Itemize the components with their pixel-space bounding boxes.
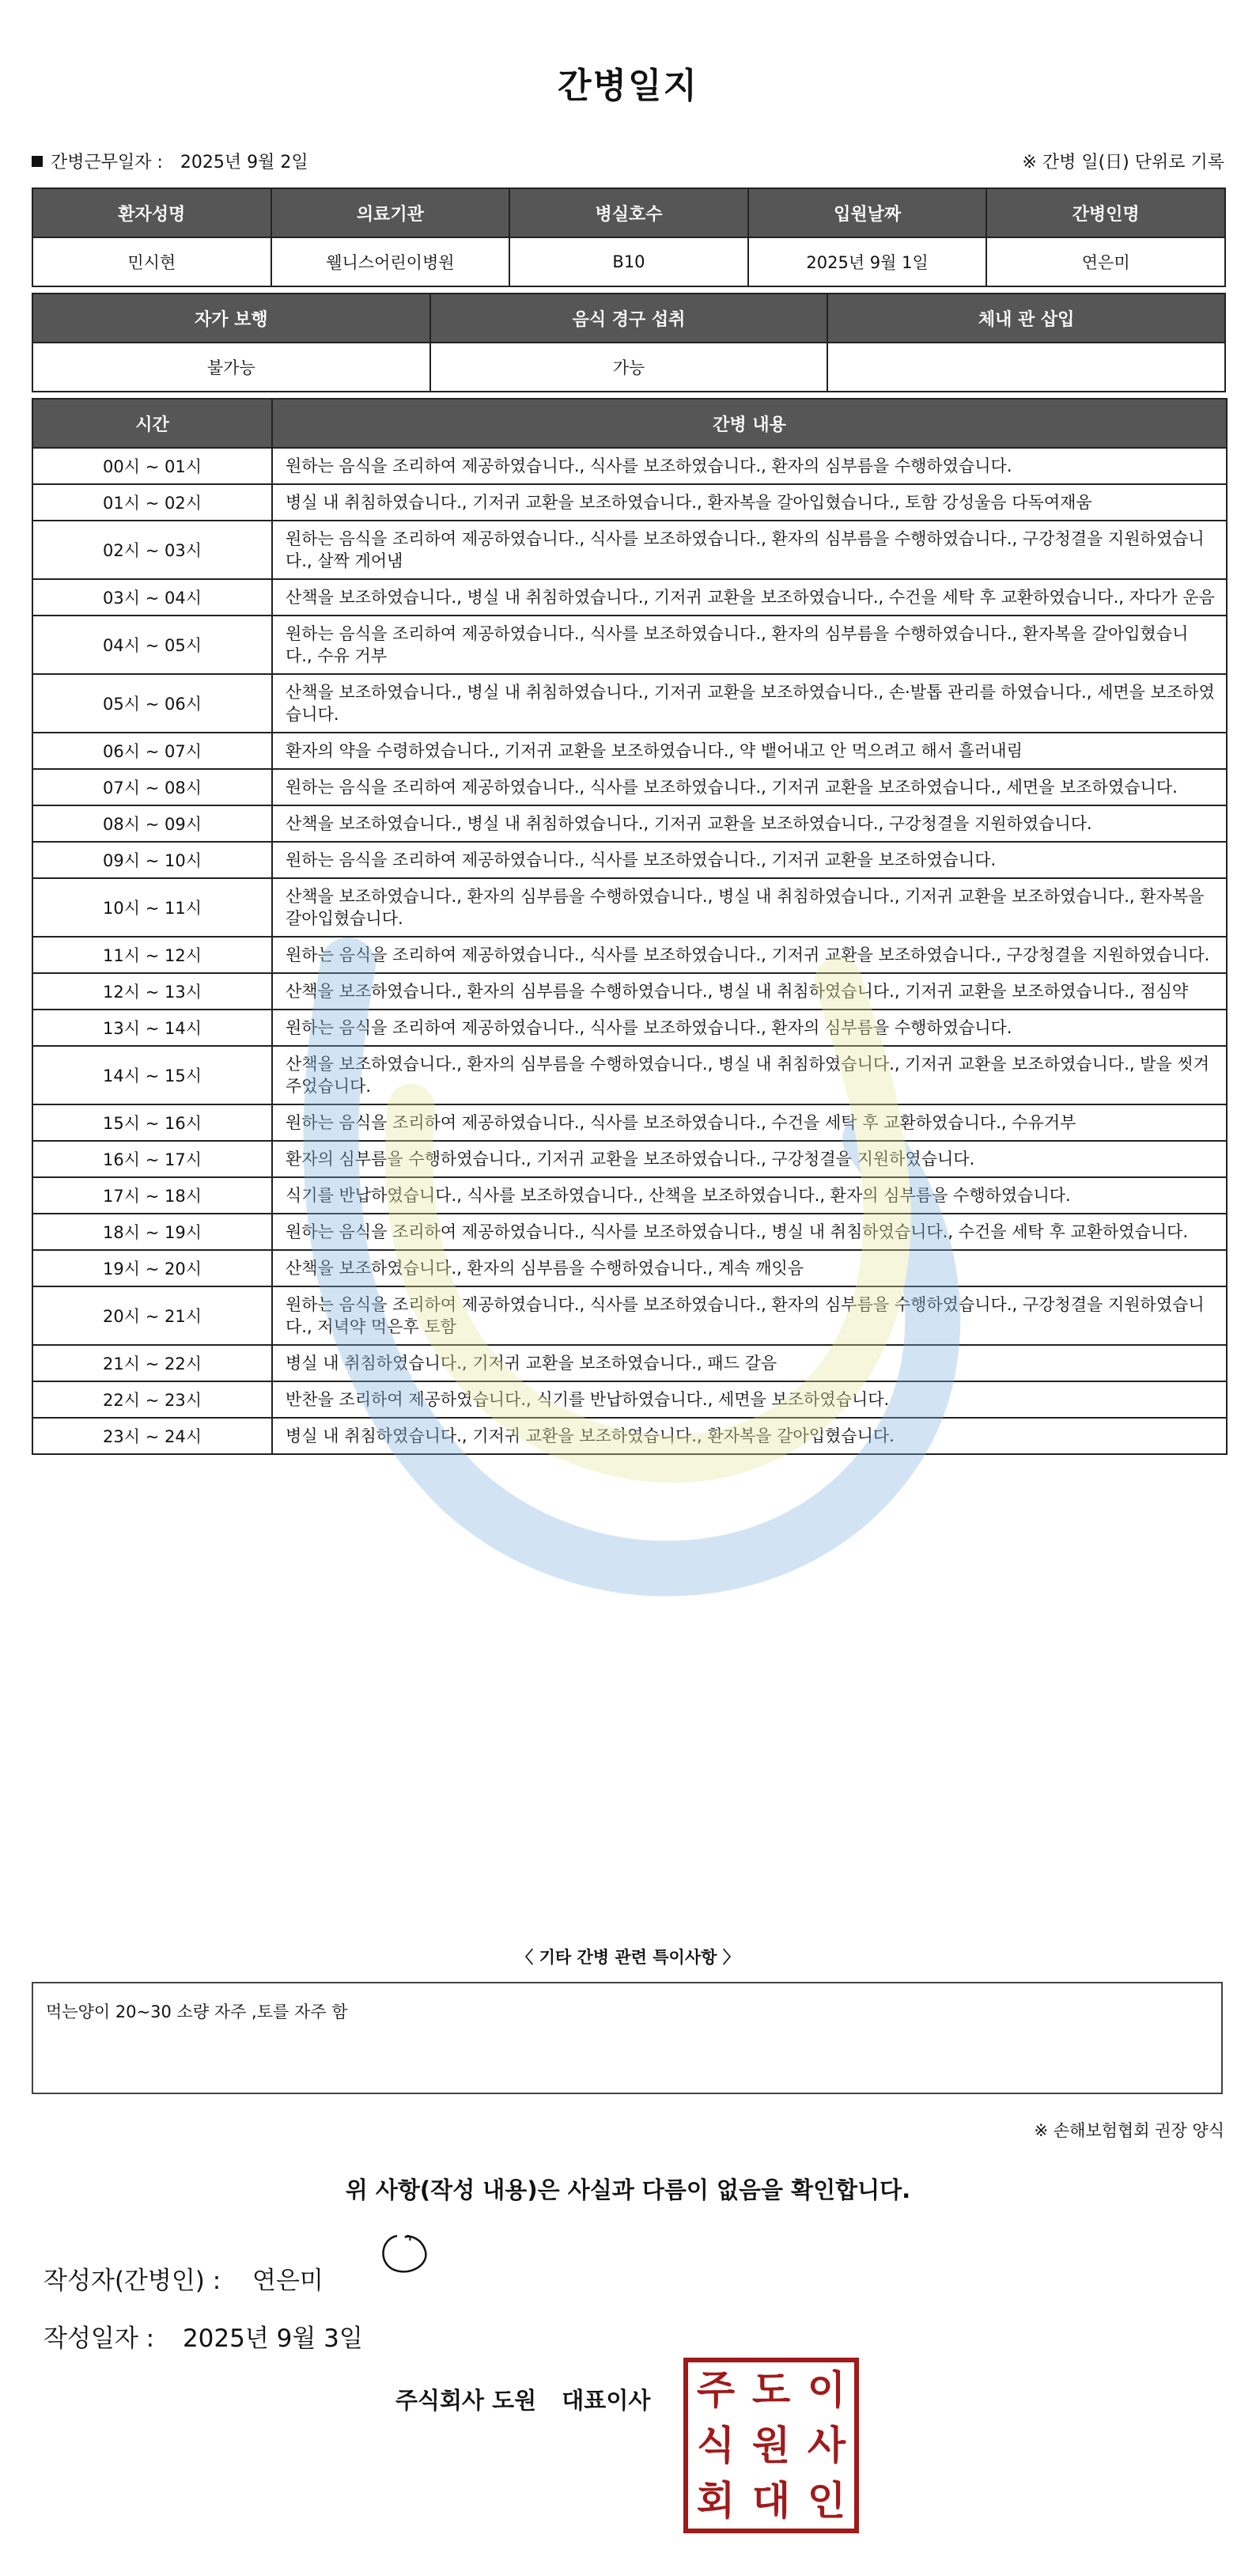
log-row <box>32 448 1227 484</box>
log-content: 환자의 약을 수령하였습니다., 기저귀 교환을 보조하였습니다., 약 뱉어내고 안 먹으려고 해서 흘러내림 <box>272 733 1227 769</box>
seal-char: 도 <box>751 2366 791 2413</box>
log-row <box>32 1345 1227 1381</box>
log-row <box>32 1141 1227 1177</box>
log-row <box>32 878 1227 937</box>
log-row <box>32 674 1227 733</box>
log-content: 산책을 보조하였습니다., 환자의 심부름을 수행하였습니다., 병실 내 취침하였습니다., 기저귀 교환을 보조하였습니다., 발을 씻겨주었습니다. <box>272 1046 1227 1104</box>
patient-name: 민시현 <box>32 237 271 286</box>
log-time: 12시 ~ 13시 <box>32 973 272 1010</box>
oral-intake-status: 가능 <box>430 343 828 392</box>
header-hospital: 의료기관 <box>271 188 510 237</box>
seal-char: 식 <box>696 2422 736 2468</box>
log-time: 14시 ~ 15시 <box>32 1046 272 1104</box>
log-content: 반찬을 조리하여 제공하였습니다., 식기를 반납하였습니다., 세면을 보조하였습니다. <box>272 1381 1227 1418</box>
log-row <box>32 769 1227 805</box>
unit-note: ※ 간병 일(日) 단위로 기록 <box>1022 153 1224 172</box>
log-time: 18시 ~ 19시 <box>32 1214 272 1250</box>
log-content: 원하는 음식을 조리하여 제공하였습니다., 식사를 보조하였습니다., 병실 내 취침하였습니다., 수건을 세탁 후 교환하였습니다. <box>272 1214 1227 1250</box>
header-care-content: 간병 내용 <box>272 399 1227 448</box>
log-time: 09시 ~ 10시 <box>32 842 272 878</box>
seal-char: 인 <box>807 2477 846 2524</box>
log-row <box>32 579 1227 616</box>
log-row <box>32 1214 1227 1250</box>
written-date-label: 작성일자 : <box>44 2324 155 2353</box>
log-content: 산책을 보조하였습니다., 병실 내 취침하였습니다., 기저귀 교환을 보조하였습니다., 구강청결을 지원하였습니다. <box>272 805 1227 842</box>
seal-char: 이 <box>807 2366 846 2413</box>
log-row <box>32 1418 1227 1454</box>
header-tube: 체내 관 삽입 <box>827 294 1225 343</box>
writer-name: 연은미 <box>252 2267 323 2295</box>
log-content: 산책을 보조하였습니다., 환자의 심부름을 수행하였습니다., 병실 내 취침하였습니다., 기저귀 교환을 보조하였습니다., 환자복을 갈아입혔습니다. <box>272 878 1227 937</box>
company-representative: 대표이사 <box>562 2387 651 2414</box>
company-line <box>395 2383 650 2415</box>
log-content: 식기를 반납하였습니다., 식사를 보조하였습니다., 산책을 보조하였습니다., 환자의 심부름을 수행하였습니다. <box>272 1177 1227 1214</box>
company-name: 주식회사 도원 <box>395 2387 537 2414</box>
log-time: 20시 ~ 21시 <box>32 1286 272 1345</box>
log-time: 03시 ~ 04시 <box>32 579 272 616</box>
log-row <box>32 1104 1227 1141</box>
log-time: 13시 ~ 14시 <box>32 1010 272 1046</box>
seal-char: 회 <box>696 2477 736 2524</box>
work-date-label: 간병근무일자 : <box>51 153 163 172</box>
log-time: 22시 ~ 23시 <box>32 1381 272 1418</box>
log-content: 원하는 음식을 조리하여 제공하였습니다., 식사를 보조하였습니다., 환자의 심부름을 수행하였습니다. <box>272 1010 1227 1046</box>
page-title: 간병일지 <box>557 66 698 106</box>
care-status-table <box>32 293 1226 392</box>
work-date-value: 2025년 9월 2일 <box>180 153 308 172</box>
log-time: 00시 ~ 01시 <box>32 448 272 484</box>
writer-line <box>44 2260 323 2296</box>
header-room: 병실호수 <box>509 188 748 237</box>
log-time: 23시 ~ 24시 <box>32 1418 272 1454</box>
log-row <box>32 733 1227 769</box>
walking-status: 불가능 <box>32 343 430 392</box>
log-content: 원하는 음식을 조리하여 제공하였습니다., 식사를 보조하였습니다., 환자의 심부름을 수행하였습니다., 구강청결을 지원하였습니다., 저녁약 먹은후 토함 <box>272 1286 1227 1345</box>
notes-title: 〈 기타 간병 관련 특이사항 〉 <box>516 1948 740 1967</box>
log-content: 병실 내 취침하였습니다., 기저귀 교환을 보조하였습니다., 환자복을 갈아입혔습니다., 토함 강성울음 다독여재움 <box>272 484 1227 521</box>
log-row <box>32 521 1227 579</box>
log-row <box>32 973 1227 1010</box>
header-time: 시간 <box>32 399 272 448</box>
form-note: ※ 손해보험협회 권장 양식 <box>1034 2121 1224 2140</box>
work-date <box>32 149 308 173</box>
seal-char: 원 <box>751 2422 791 2468</box>
log-time: 01시 ~ 02시 <box>32 484 272 521</box>
log-row <box>32 805 1227 842</box>
admission-date: 2025년 9월 1일 <box>748 237 987 286</box>
log-row <box>32 1381 1227 1418</box>
log-content: 원하는 음식을 조리하여 제공하였습니다., 식사를 보조하였습니다., 기저귀 교환을 보조하였습니다. <box>272 842 1227 878</box>
header-walking: 자가 보행 <box>32 294 430 343</box>
log-time: 06시 ~ 07시 <box>32 733 272 769</box>
room-number: B10 <box>509 237 748 286</box>
log-content: 원하는 음식을 조리하여 제공하였습니다., 식사를 보조하였습니다., 수건을 세탁 후 교환하였습니다., 수유거부 <box>272 1104 1227 1141</box>
log-content: 원하는 음식을 조리하여 제공하였습니다., 식사를 보조하였습니다., 기저귀 교환을 보조하였습니다., 구강청결을 지원하였습니다. <box>272 937 1227 973</box>
log-time: 16시 ~ 17시 <box>32 1141 272 1177</box>
seal-char: 주 <box>696 2366 736 2413</box>
patient-info-table <box>32 188 1226 287</box>
log-row <box>32 1010 1227 1046</box>
log-time: 02시 ~ 03시 <box>32 521 272 579</box>
log-content: 산책을 보조하였습니다., 환자의 심부름을 수행하였습니다., 병실 내 취침하였습니다., 기저귀 교환을 보조하였습니다., 점심약 <box>272 973 1227 1010</box>
signature-icon <box>373 2229 437 2285</box>
company-seal <box>683 2358 859 2533</box>
log-content: 산책을 보조하였습니다., 병실 내 취침하였습니다., 기저귀 교환을 보조하였습니다., 손·발톱 관리를 하였습니다., 세면을 보조하였습니다. <box>272 674 1227 733</box>
header-oral-intake: 음식 경구 섭취 <box>430 294 828 343</box>
seal-char: 대 <box>751 2477 791 2524</box>
log-content: 산책을 보조하였습니다., 환자의 심부름을 수행하였습니다., 계속 깨잇음 <box>272 1250 1227 1286</box>
log-content: 병실 내 취침하였습니다., 기저귀 교환을 보조하였습니다., 패드 갈음 <box>272 1345 1227 1381</box>
log-time: 07시 ~ 08시 <box>32 769 272 805</box>
log-row <box>32 937 1227 973</box>
log-row <box>32 1250 1227 1286</box>
log-content: 원하는 음식을 조리하여 제공하였습니다., 식사를 보조하였습니다., 환자의 심부름을 수행하였습니다., 환자복을 갈아입혔습니다., 수유 거부 <box>272 616 1227 674</box>
log-row <box>32 1286 1227 1345</box>
log-row <box>32 484 1227 521</box>
log-row <box>32 842 1227 878</box>
care-log-table <box>32 398 1228 1455</box>
log-time: 04시 ~ 05시 <box>32 616 272 674</box>
confirmation-statement: 위 사항(작성 내용)은 사실과 다름이 없음을 확인합니다. <box>345 2176 911 2203</box>
log-time: 11시 ~ 12시 <box>32 937 272 973</box>
bullet-square-icon <box>32 156 43 167</box>
seal-char: 사 <box>807 2422 846 2468</box>
log-content: 환자의 심부름을 수행하였습니다., 기저귀 교환을 보조하였습니다., 구강청결을 지원하였습니다. <box>272 1141 1227 1177</box>
log-content: 병실 내 취침하였습니다., 기저귀 교환을 보조하였습니다., 환자복을 갈아입혔습니다. <box>272 1418 1227 1454</box>
log-time: 05시 ~ 06시 <box>32 674 272 733</box>
notes-text: 먹는양이 20~30 소량 자주 ,토를 자주 함 <box>46 2002 348 2021</box>
log-time: 17시 ~ 18시 <box>32 1177 272 1214</box>
header-caregiver: 간병인명 <box>986 188 1225 237</box>
hospital: 웰니스어린이병원 <box>271 237 510 286</box>
log-row <box>32 1177 1227 1214</box>
header-patient-name: 환자성명 <box>32 188 271 237</box>
log-time: 21시 ~ 22시 <box>32 1345 272 1381</box>
log-row <box>32 1046 1227 1104</box>
notes-box <box>32 1982 1223 2094</box>
log-content: 원하는 음식을 조리하여 제공하였습니다., 식사를 보조하였습니다., 환자의 심부름을 수행하였습니다. <box>272 448 1227 484</box>
caregiver-name: 연은미 <box>986 237 1225 286</box>
header-admission-date: 입원날짜 <box>748 188 987 237</box>
written-date-value: 2025년 9월 3일 <box>182 2324 363 2353</box>
writer-label: 작성자(간병인) : <box>44 2267 221 2295</box>
log-time: 19시 ~ 20시 <box>32 1250 272 1286</box>
log-content: 원하는 음식을 조리하여 제공하였습니다., 식사를 보조하였습니다., 기저귀 교환을 보조하였습니다., 세면을 보조하였습니다. <box>272 769 1227 805</box>
log-row <box>32 616 1227 674</box>
written-date-line <box>44 2318 363 2354</box>
log-time: 08시 ~ 09시 <box>32 805 272 842</box>
log-content: 산책을 보조하였습니다., 병실 내 취침하였습니다., 기저귀 교환을 보조하였습니다., 수건을 세탁 후 교환하였습니다., 자다가 운음 <box>272 579 1227 616</box>
log-content: 원하는 음식을 조리하여 제공하였습니다., 식사를 보조하였습니다., 환자의 심부름을 수행하였습니다., 구강청결을 지원하였습니다., 살짝 게어냄 <box>272 521 1227 579</box>
log-time: 15시 ~ 16시 <box>32 1104 272 1141</box>
log-time: 10시 ~ 11시 <box>32 878 272 937</box>
tube-status <box>827 343 1225 392</box>
